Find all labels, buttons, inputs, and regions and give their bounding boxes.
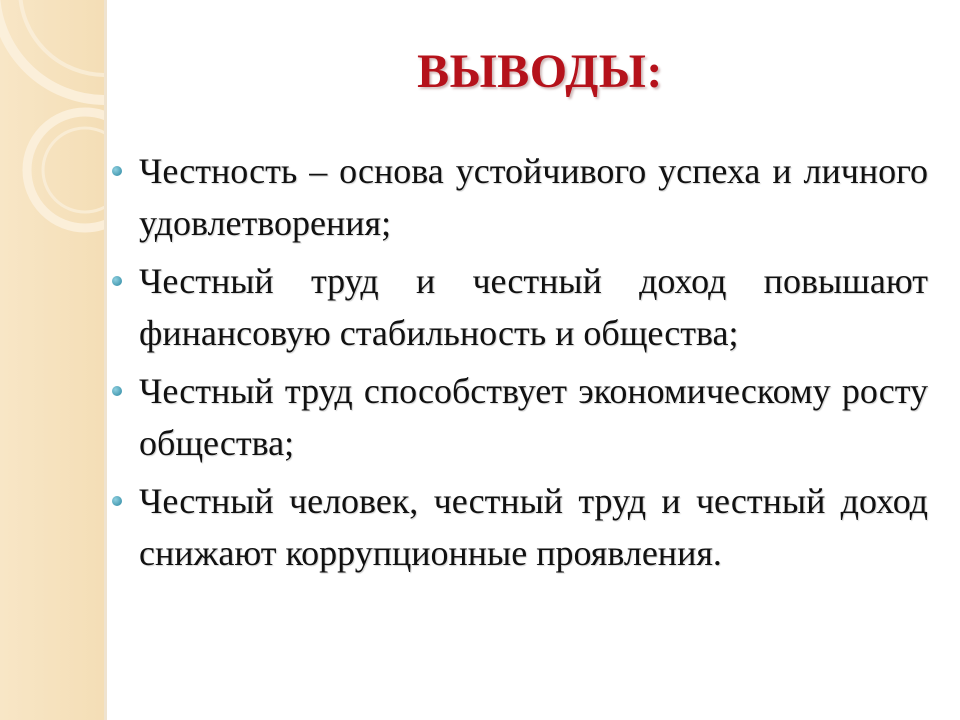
bullet-item (112, 145, 928, 249)
bullet-dot-icon (112, 276, 122, 286)
side-band-edge (104, 0, 107, 720)
bullet-text: Честность – основа устойчивого успеха и личного удовлетворения; (139, 151, 928, 243)
bullet-dot-icon (112, 386, 122, 396)
bullet-dot-icon (112, 166, 122, 176)
side-decorative-band (0, 0, 104, 720)
bullet-item (112, 475, 928, 579)
bullet-item (112, 365, 928, 469)
bullet-dot-icon (112, 496, 122, 506)
bullet-list (112, 145, 928, 585)
bullet-text: Честный труд способствует экономическому росту общества; (139, 371, 928, 463)
bullet-text: Честный труд и честный доход повышают финансовую стабильность и общества; (139, 261, 928, 353)
concentric-circles-decoration (0, 0, 104, 240)
slide-title: ВЫВОДЫ: (417, 45, 663, 98)
bullet-text: Честный человек, честный труд и честный доход снижают коррупционные проявления. (139, 481, 928, 573)
bullet-item (112, 255, 928, 359)
